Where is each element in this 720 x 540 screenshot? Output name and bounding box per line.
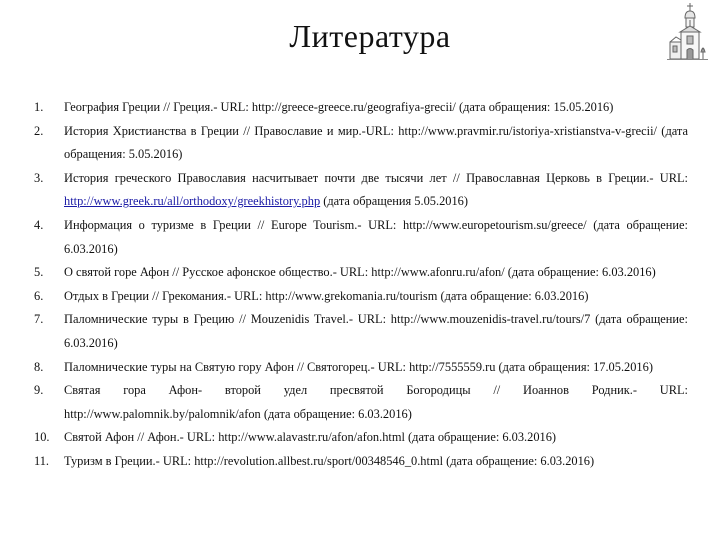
list-item <box>34 356 688 380</box>
church-icon <box>666 2 710 62</box>
list-item-text: История Христианства в Греции // Православие и мир.-URL: http://www.pravmir.ru/istoriya-xristianstva-v-grecii/ (дата обращения: 5.05.2016) <box>64 123 688 162</box>
list-item-text-before: История греческого Православия насчитывает почти две тысячи лет // Православная Церковь в Греции.- URL: <box>64 170 688 185</box>
references-list <box>34 96 688 474</box>
list-item <box>34 261 688 285</box>
list-item <box>34 96 688 120</box>
list-item <box>34 285 688 309</box>
list-item <box>34 426 688 450</box>
greek-history-link[interactable]: http://www.greek.ru/all/orthodoxy/greekhistory.php <box>64 194 321 209</box>
list-item-text: О святой горе Афон // Русское афонское общество.- URL: http://www.afonru.ru/afon/ (дата обращение: 6.03.2016) <box>64 265 656 280</box>
list-item-text: Паломнические туры в Грецию // Mouzenidis Travel.- URL: http://www.mouzenidis-travel.ru/tours/7 (дата обращение: 6.03.2016) <box>64 312 688 350</box>
list-item <box>34 167 688 214</box>
list-item-text: Туризм в Греции.- URL: http://revolution.allbest.ru/sport/00348546_0.html (дата обращение: 6.03.2016) <box>64 453 595 468</box>
list-item-number: 2. <box>34 123 44 138</box>
page-title: Литература <box>289 18 451 54</box>
list-item-number: 4. <box>34 217 44 232</box>
list-item-text: Святой Афон // Афон.- URL: http://www.alavastr.ru/afon/afon.html (дата обращение: 6.03.2016) <box>64 430 557 445</box>
list-item-text: Информация о туризме в Греции // Europe Tourism.- URL: http://www.europetourism.su/greece/ (дата обращение: 6.03.2016) <box>64 217 688 256</box>
list-item-number: 6. <box>34 288 44 303</box>
list-item-number: 9. <box>34 383 44 398</box>
list-item-number: 3. <box>34 170 44 185</box>
list-item <box>34 308 688 355</box>
list-item-text: Святая гора Афон- второй удел пресвятой Богородицы // Иоаннов Родник.- URL: http://www.palomnik.by/palomnik/afon (дата обращение: 6.03.2016) <box>64 383 688 421</box>
list-item <box>34 120 688 167</box>
list-item-number: 8. <box>34 359 44 374</box>
list-item-number: 5. <box>34 265 44 280</box>
list-item <box>34 379 688 426</box>
list-item-text: Отдых в Греции // Грекомания.- URL: http://www.grekomania.ru/tourism (дата обращение: 6.03.2016) <box>64 288 589 303</box>
list-item-number: 10. <box>34 430 50 445</box>
list-item-number: 1. <box>34 100 44 114</box>
list-item <box>34 450 688 474</box>
list-item-text-after: (дата обращения 5.05.2016) <box>320 194 468 209</box>
list-item-text: Паломнические туры на Святую гору Афон // Святогорец.- URL: http://7555559.ru (дата обращения: 17.05.2016) <box>64 359 653 374</box>
list-item-number: 7. <box>34 312 44 327</box>
list-item-number: 11. <box>34 453 50 468</box>
list-item-text: География Греции // Греция.- URL: http://greece-greece.ru/geografiya-grecii/ (дата обращения: 15.05.2016) <box>64 100 614 114</box>
list-item-text <box>64 171 688 209</box>
list-item <box>34 214 688 261</box>
